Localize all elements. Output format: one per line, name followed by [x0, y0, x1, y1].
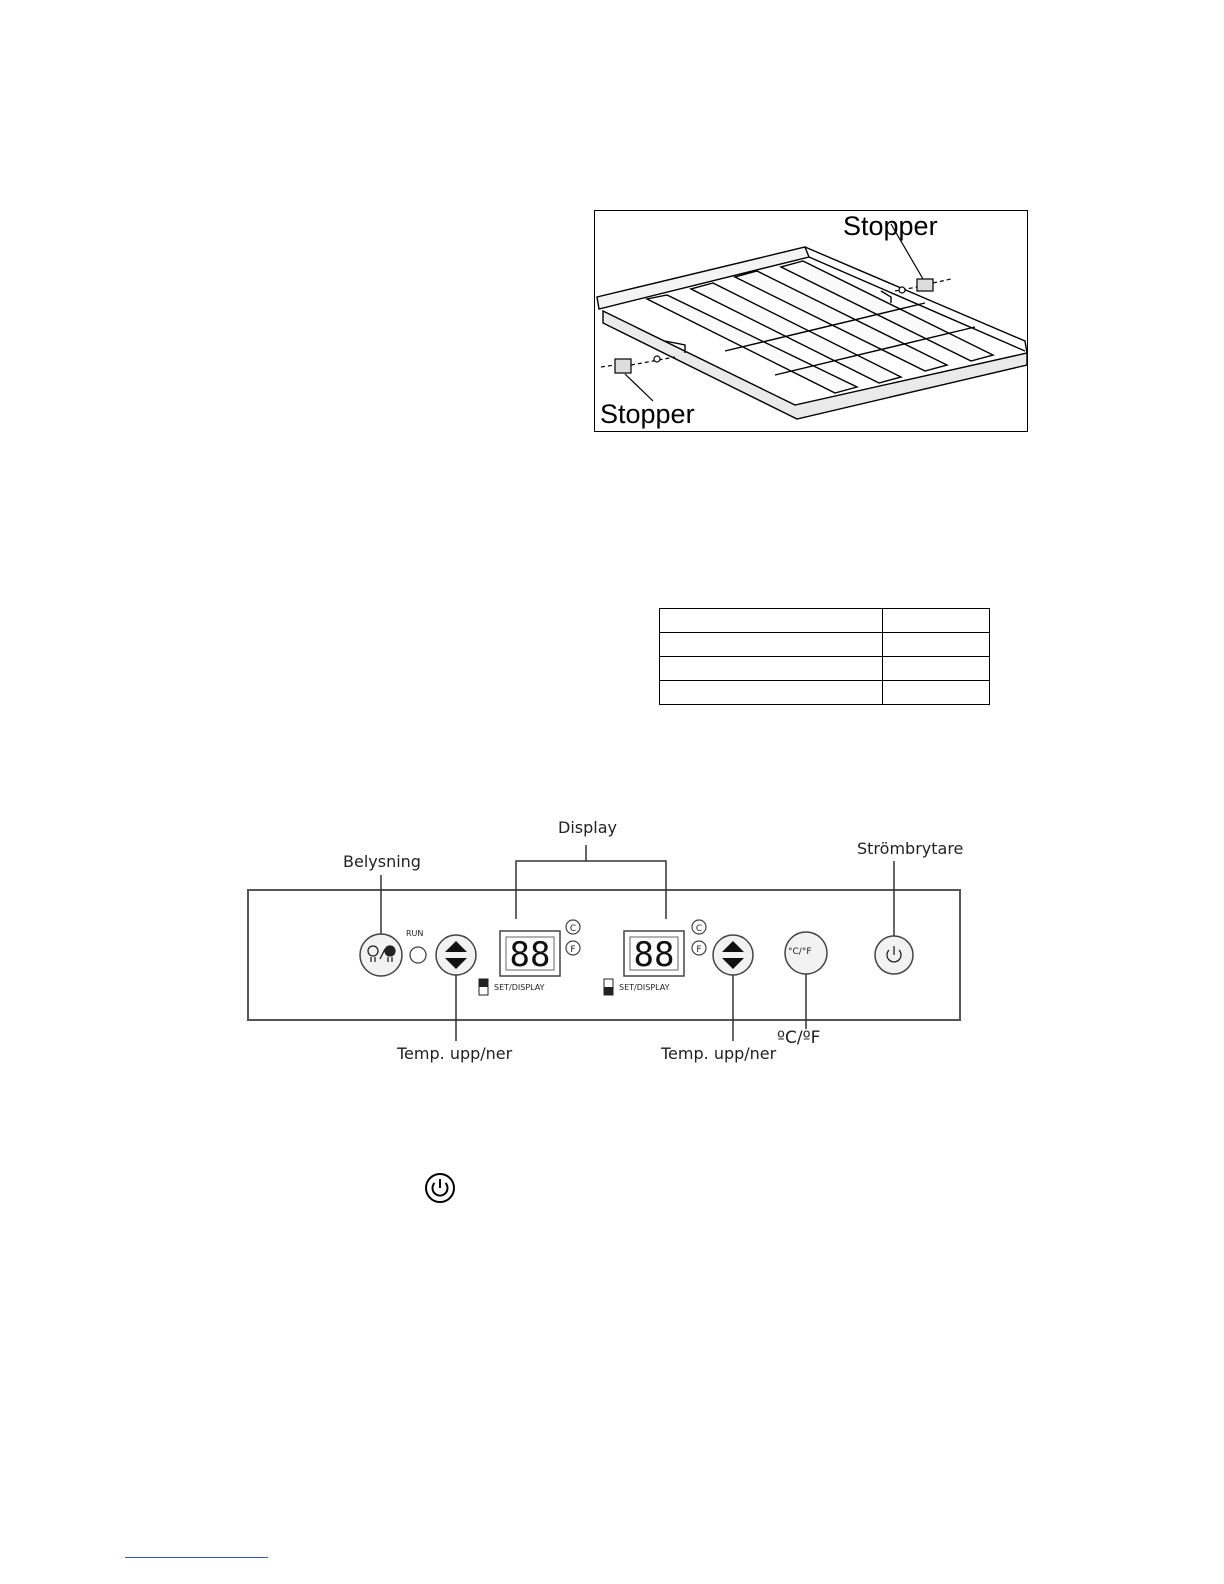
- power-icon: [424, 1172, 456, 1204]
- set-display-text-left: SET/DISPLAY: [494, 983, 545, 992]
- set-display-text-right: SET/DISPLAY: [619, 983, 670, 992]
- table-row: [660, 633, 990, 657]
- power-label: Strömbrytare: [857, 839, 964, 858]
- light-label: Belysning: [343, 852, 421, 871]
- shelf-figure: [594, 210, 1028, 432]
- temp-left-label: Temp. upp/ner: [397, 1044, 513, 1063]
- light-button[interactable]: [360, 934, 402, 976]
- table-cell: [883, 609, 990, 633]
- table-cell: [660, 633, 883, 657]
- fahrenheit-label: F: [570, 945, 576, 955]
- display-left-digits: 88: [509, 935, 551, 975]
- table-cell: [883, 633, 990, 657]
- table-cell: [660, 681, 883, 705]
- table-cell: [660, 657, 883, 681]
- table-row: [660, 609, 990, 633]
- temp-right-label: Temp. upp/ner: [661, 1044, 777, 1063]
- table-row: [660, 657, 990, 681]
- celsius-label: C: [695, 924, 703, 934]
- control-panel-figure: [240, 815, 970, 1075]
- table-cell: [660, 609, 883, 633]
- run-indicator: [410, 947, 426, 963]
- unit-label: ºC/ºF: [777, 1028, 821, 1048]
- display-label: Display: [558, 818, 617, 837]
- footnote-separator: [125, 1557, 268, 1558]
- cf-button-text: °C/°F: [788, 947, 812, 957]
- table-cell: [883, 681, 990, 705]
- temp-updown-button-left[interactable]: [436, 935, 476, 975]
- table-row: [660, 681, 990, 705]
- temp-updown-button-right[interactable]: [713, 935, 753, 975]
- fahrenheit-label: F: [696, 945, 702, 955]
- display-right-digits: 88: [633, 935, 675, 975]
- stopper-label-top: Stopper: [843, 211, 938, 241]
- stopper-label-bottom: Stopper: [600, 399, 695, 429]
- celsius-label: C: [569, 924, 577, 934]
- table-cell: [883, 657, 990, 681]
- run-text: RUN: [406, 929, 424, 938]
- control-panel: [248, 890, 960, 1020]
- power-button[interactable]: [875, 936, 913, 974]
- spec-table: [659, 608, 990, 705]
